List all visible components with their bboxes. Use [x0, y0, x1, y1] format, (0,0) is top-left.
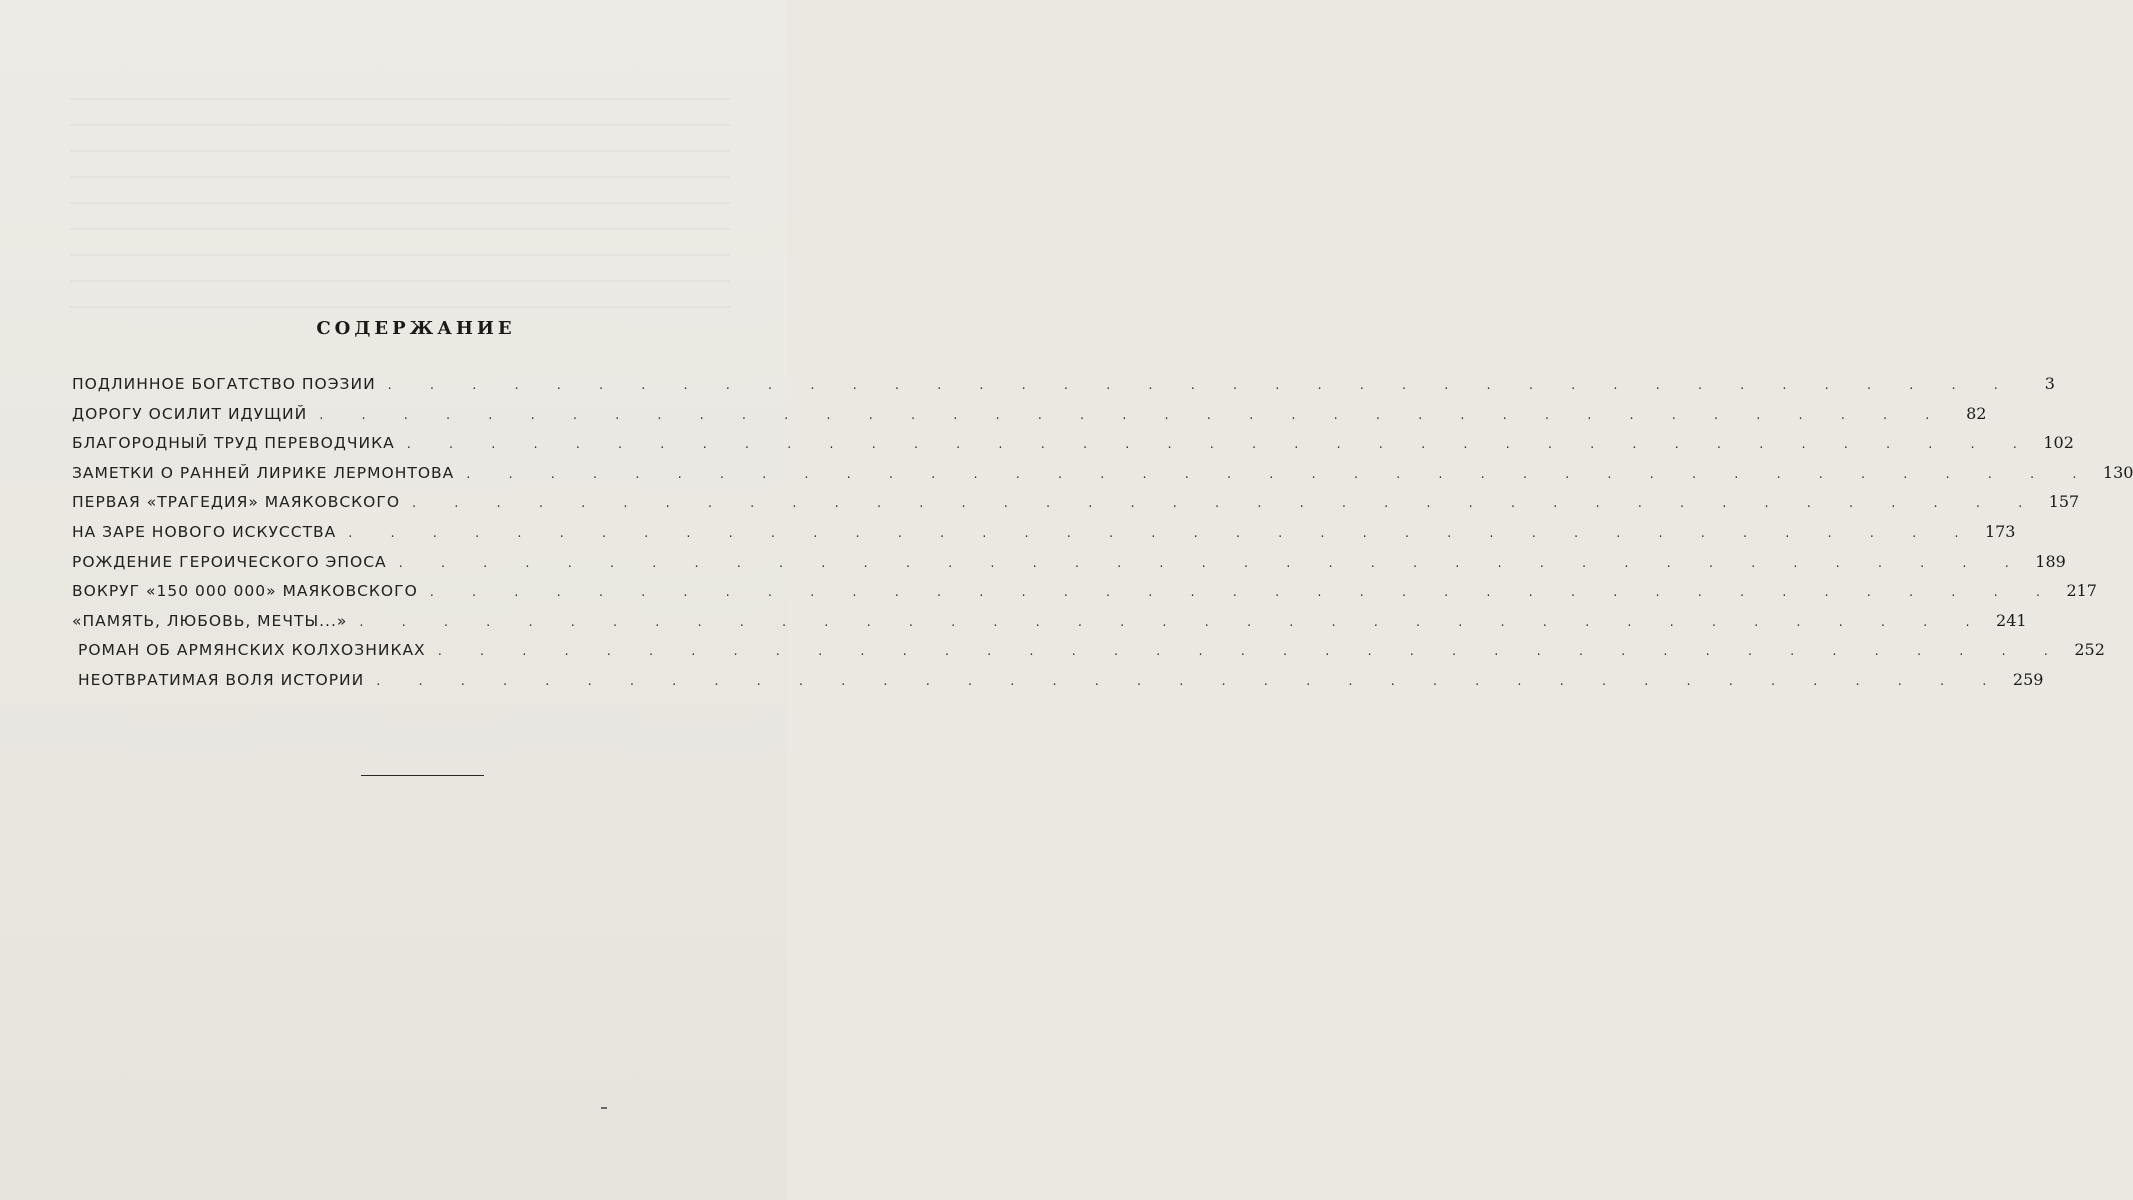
toc-entry-page: 157 — [2048, 492, 2080, 512]
toc-entry-title: НЕОТВРАТИМАЯ ВОЛЯ ИСТОРИИ — [78, 670, 365, 689]
toc-entry-title: «ПАМЯТЬ, ЛЮБОВЬ, МЕЧТЫ...» — [72, 611, 348, 630]
toc-entry-title: БЛАГОРОДНЫЙ ТРУД ПЕРЕВОДЧИКА — [72, 434, 395, 453]
toc-entry — [72, 669, 2044, 700]
toc-entry-page: 3 — [2044, 374, 2055, 393]
toc-entry-title: ВОКРУГ «150 000 000» МАЯКОВСКОГО — [72, 582, 418, 601]
dot-leader: . . . . . . . . . . . . . . . . . . . . . . . . . . . . . . . . . . . . . . . — [412, 496, 2040, 512]
toc-entry — [72, 462, 2133, 493]
toc-entry-title: РОМАН ОБ АРМЯНСКИХ КОЛХОЗНИКАХ — [78, 641, 426, 660]
toc-entry — [72, 492, 2080, 522]
dot-leader: . . . . . . . . . . . . . . . . . . . . . . . . . . . . . . . . . . . . . . . — [348, 525, 1976, 541]
toc-entry-page: 189 — [2035, 551, 2066, 571]
toc-entry-title: ЗАМЕТКИ О РАННЕЙ ЛИРИКЕ ЛЕРМОНТОВА — [72, 463, 455, 482]
toc-entry — [72, 403, 1987, 434]
dot-leader: . . . . . . . . . . . . . . . . . . . . . . . . . . . . . . . . . . . . . . . — [359, 614, 1987, 630]
toc-entry — [72, 581, 2097, 611]
dot-leader: . . . . . . . . . . . . . . . . . . . . . . . . . . . . . . . . . . . . . . . — [319, 407, 1947, 423]
toc-entry-title: ДОРОГУ ОСИЛИТ ИДУЩИЙ — [72, 404, 308, 423]
contents-heading: СОДЕРЖАНИЕ — [316, 318, 516, 339]
toc-entry — [72, 610, 2027, 641]
toc-entry-page: 217 — [2066, 581, 2097, 601]
dot-leader: . . . . . . . . . . . . . . . . . . . . . . . . . . . . . . . . . . . . . . . — [376, 673, 2004, 689]
toc-entry — [72, 521, 2016, 552]
toc-entry-title: ПОДЛИННОЕ БОГАТСТВО ПОЭЗИИ — [72, 375, 376, 393]
toc-entry-page: 173 — [1984, 521, 2016, 541]
toc-entry-page: 252 — [2074, 640, 2105, 660]
dot-leader: . . . . . . . . . . . . . . . . . . . . . . . . . . . . . . . . . . . . . . . — [466, 466, 2094, 482]
toc-entry-page: 130 — [2102, 462, 2133, 482]
toc-entry-title: РОЖДЕНИЕ ГЕРОИЧЕСКОГО ЭПОСА — [72, 552, 387, 571]
table-of-contents — [72, 374, 2133, 700]
bleed-through-text — [70, 80, 730, 320]
toc-entry-title: ПЕРВАЯ «ТРАГЕДИЯ» МАЯКОВСКОГО — [72, 493, 401, 512]
toc-entry-page: 102 — [2043, 433, 2074, 453]
closing-rule — [361, 775, 484, 776]
dot-leader: . . . . . . . . . . . . . . . . . . . . . . . . . . . . . . . . . . . . . . . — [387, 378, 2015, 393]
toc-entry-page: 259 — [2012, 669, 2044, 689]
dot-leader: . . . . . . . . . . . . . . . . . . . . . . . . . . . . . . . . . . . . . . . — [398, 555, 2026, 571]
page-speck — [601, 1107, 607, 1109]
toc-entry — [72, 640, 2105, 670]
toc-entry — [72, 374, 2055, 404]
toc-entry-page: 241 — [1996, 610, 2027, 630]
toc-entry-title: НА ЗАРЕ НОВОГО ИСКУССТВА — [72, 522, 337, 541]
toc-entry — [72, 433, 2074, 463]
dot-leader: . . . . . . . . . . . . . . . . . . . . . . . . . . . . . . . . . . . . . . . — [437, 644, 2065, 660]
toc-entry-page: 82 — [1966, 403, 1987, 423]
dot-leader: . . . . . . . . . . . . . . . . . . . . . . . . . . . . . . . . . . . . . . . — [406, 437, 2034, 453]
dot-leader: . . . . . . . . . . . . . . . . . . . . . . . . . . . . . . . . . . . . . . . — [429, 585, 2057, 601]
toc-entry — [72, 551, 2066, 582]
